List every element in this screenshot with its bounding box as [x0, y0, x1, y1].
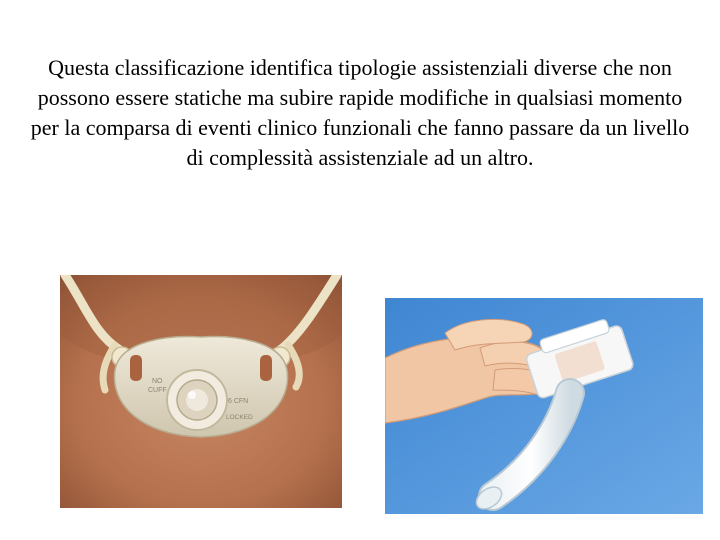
flange-label-cuff: CUFF	[148, 387, 167, 394]
flange-label-locked: LOCKED	[226, 414, 253, 421]
slide-body-text: Questa classificazione identifica tipologie assistenziali diverse che non possono essere statiche ma subire rapide modifiche in qualsiasi momento per la comparsa di eventi clinico funzionali che fanno passare da un livello di complessità assistenziale ad un altro.	[30, 55, 690, 170]
flange-label-no: NO	[152, 378, 163, 385]
tracheostomy-neck-photo	[60, 275, 342, 508]
cannula-hand-photo	[385, 298, 703, 514]
flange-label-size: 6 CFN	[228, 398, 249, 405]
